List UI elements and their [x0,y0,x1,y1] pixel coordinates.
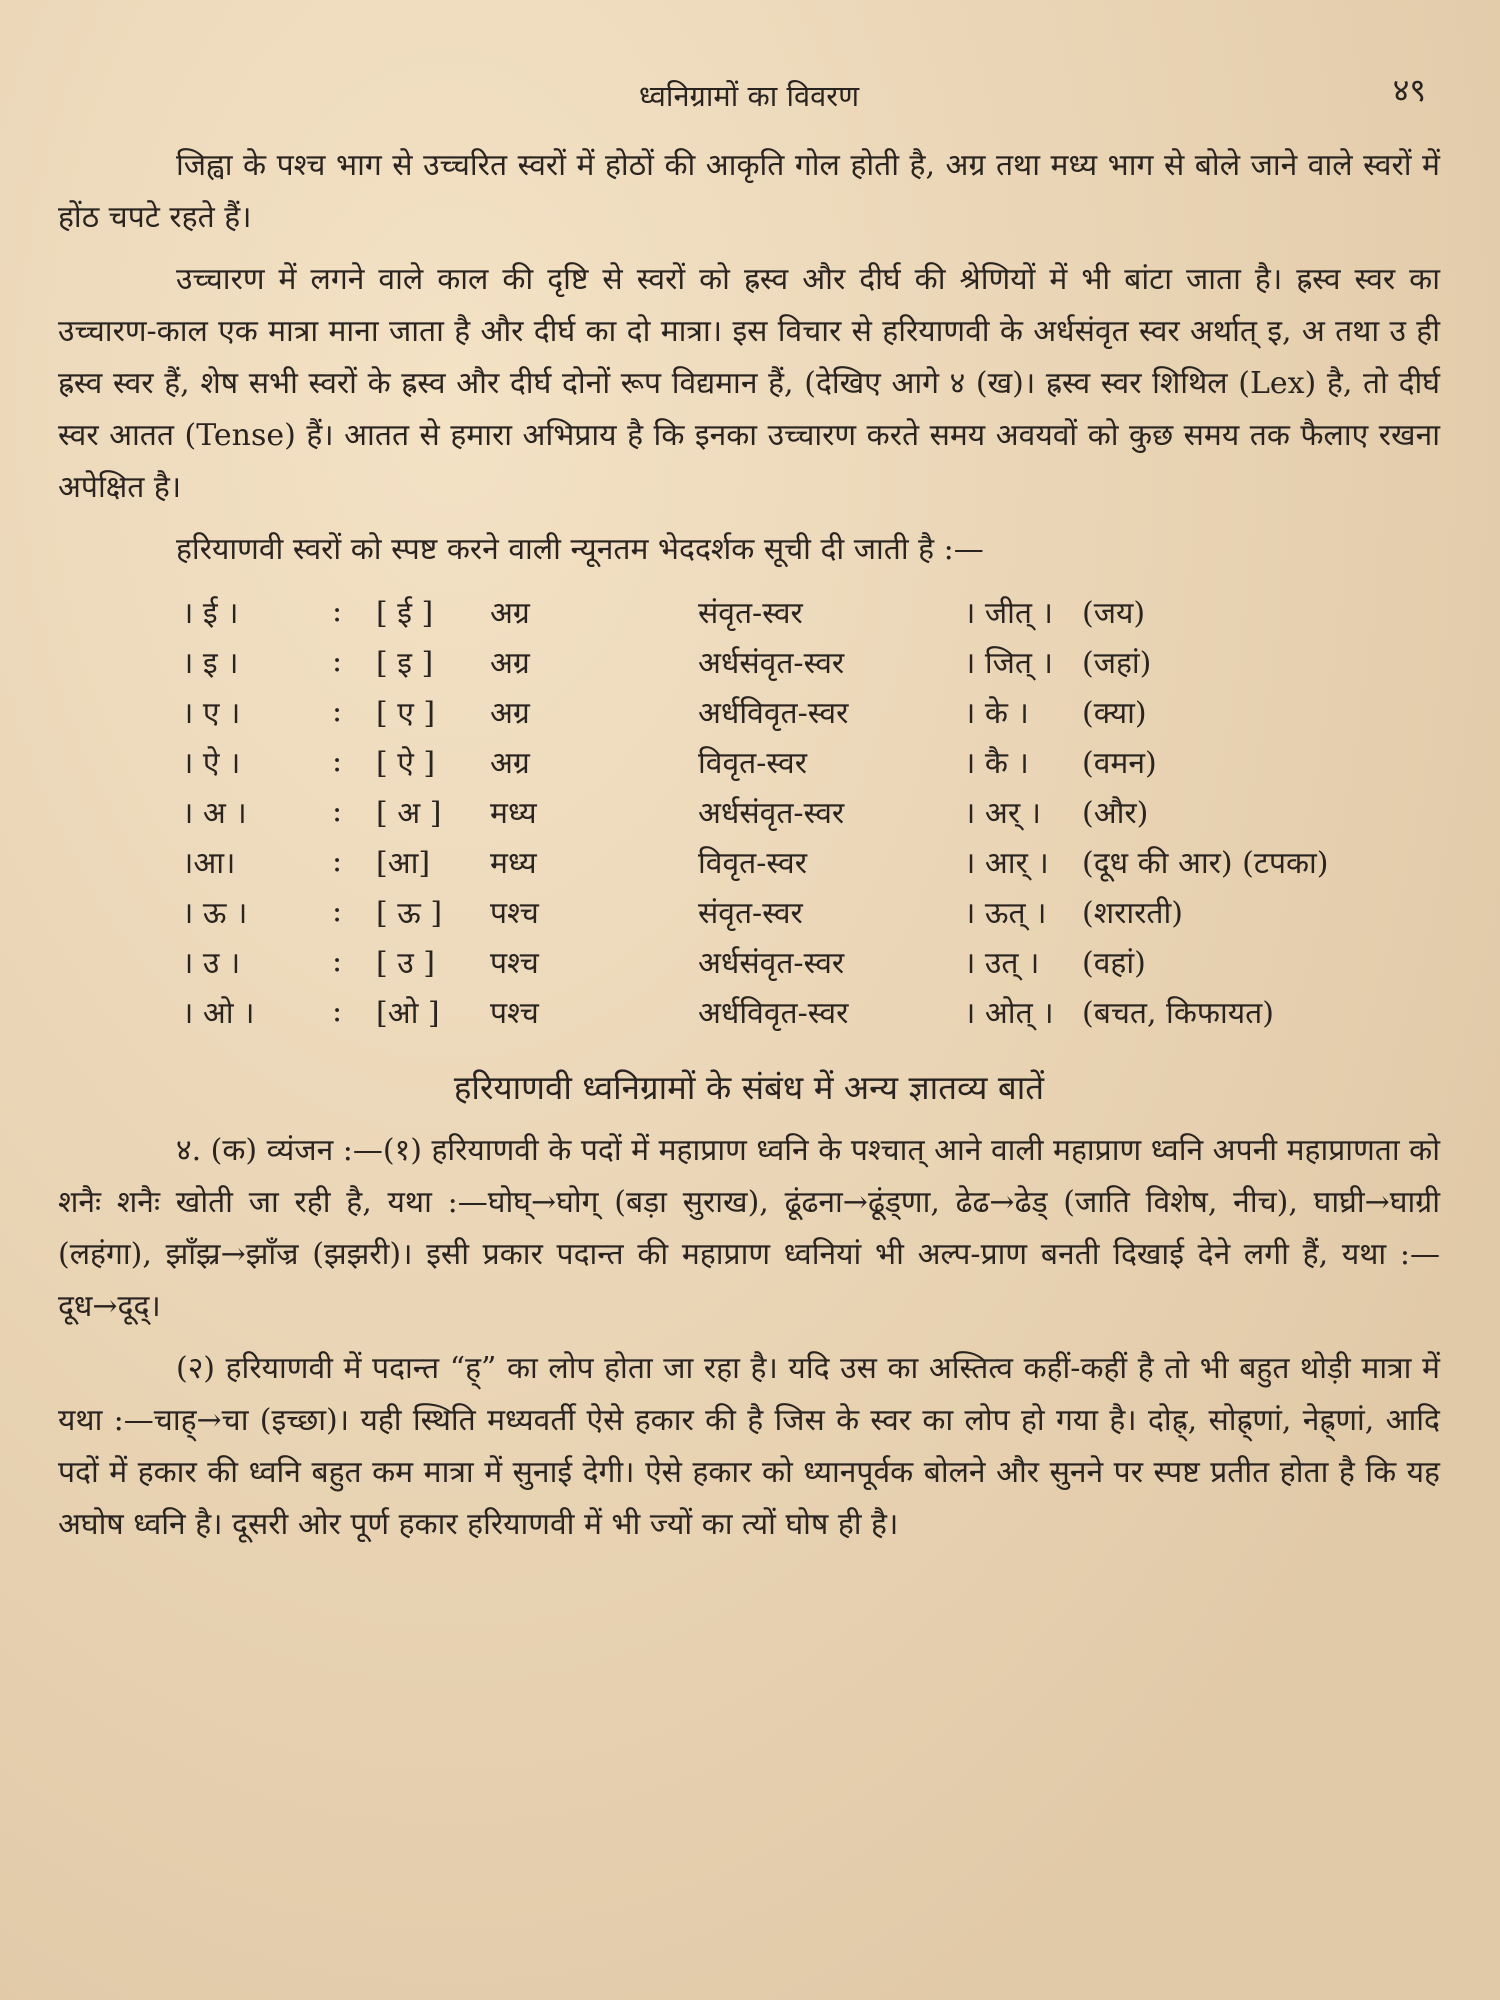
phoneme-cell: । ओ । [182,995,255,1031]
page-number: ४९ [1392,71,1426,109]
running-header [58,68,1440,130]
phoneme-cell: ।आ। [182,845,236,881]
phone-cell: [ ए ] [376,695,436,731]
phoneme-cell: । ऐ । [182,745,241,781]
phone-cell: [आ] [376,845,431,881]
colon-cell: : [332,843,343,879]
articulation-place-cell: पश्च [490,945,539,981]
phone-cell: [ इ ] [376,645,434,681]
phoneme-cell: । ए । [182,695,241,731]
vowel-table-row [182,736,1329,786]
meaning-cell: (और) [1082,795,1149,831]
phone-cell: [ओ ] [376,995,440,1031]
vowel-type-cell: विवृत-स्वर [698,745,807,781]
meaning-cell: (शरारती) [1082,895,1183,931]
vowel-table-row [182,586,1329,636]
example-word-cell: । आर् । [964,845,1049,881]
phone-cell: [ ई ] [376,595,434,631]
phoneme-cell: । ऊ । [182,895,248,931]
articulation-place-cell: अग्र [490,645,530,681]
meaning-cell: (वहां) [1082,945,1146,981]
paragraph-minimal-pairs-intro: हरियाणवी स्वरों को स्पष्ट करने वाली न्यूनतम भेददर्शक सूची दी जाती है :— [176,532,984,567]
paragraph-vowel-length: उच्चारण में लगने वाले काल की दृष्टि से स्वरों को ह्रस्व और दीर्घ की श्रेणियों में भी बांटा जाता है। ह्रस्व स्वर का उच्चारण-काल एक मात्रा माना जाता है और दीर्घ का दो मात्रा। इस विचार से हरियाणवी के अर्धसंवृत स्वर अर्थात् इ, अ तथा उ ही ह्रस्व स्वर हैं, शेष सभी स्वरों के ह्रस्व और दीर्घ दोनों रूप विद्यमान हैं, (देखिए आगे ४ (ख)। ह्रस्व स्वर शिथिल (Lex) है, तो दीर्घ स्वर आतत (Tense) हैं। आतत से हमारा अभिप्राय है कि इनका उच्चारण करते समय अवयवों को कुछ समय तक फैलाए रखना अपेक्षित है। [58,262,1440,505]
colon-cell: : [332,893,343,929]
paragraph-final-h-loss: (२) हरियाणवी में पदान्त “ह्” का लोप होता जा रहा है। यदि उस का अस्तित्व कहीं-कहीं है तो भी बहुत थोड़ी मात्रा में यथा :—चाह्→चा (इच्छा)। यही स्थिति मध्यवर्ती ऐसे हकार की है जिस के स्वर का लोप हो गया है। दोह्र्, सोह्र्णां, नेह्र्णां, आदि पदों में हकार की ध्वनि बहुत कम मात्रा में सुनाई देगी। ऐसे हकार को ध्यानपूर्वक बोलने और सुनने पर स्पष्ट प्रतीत होता है कि यह अघोष ध्वनि है। दूसरी ओर पूर्ण हकार हरियाणवी में भी ज्यों का त्यों घोष ही है। [58,1351,1440,1542]
example-word-cell: । ऊत् । [964,895,1047,931]
paragraph-lip-rounding: जिह्वा के पश्च भाग से उच्चरित स्वरों में होठों की आकृति गोल होती है, अग्र तथा मध्य भाग से बोले जाने वाले स्वरों में होंठ चपटे रहते हैं। [58,148,1440,235]
example-word-cell: । अर् । [964,795,1042,831]
vowel-minimal-pairs-table [182,586,1329,1036]
vowel-type-cell: संवृत-स्वर [698,895,803,931]
running-title: ध्वनिग्रामों का विवरण [638,79,860,113]
phone-cell: [ ऐ ] [376,745,436,781]
colon-cell: : [332,693,343,729]
meaning-cell: (क्या) [1082,695,1147,731]
vowel-type-cell: विवृत-स्वर [698,845,807,881]
vowel-type-cell: संवृत-स्वर [698,595,803,631]
vowel-table-row [182,786,1329,836]
book-page [58,68,1440,1561]
meaning-cell: (जय) [1082,595,1146,631]
colon-cell: : [332,943,343,979]
colon-cell: : [332,643,343,679]
articulation-place-cell: पश्च [490,995,539,1031]
colon-cell: : [332,743,343,779]
articulation-place-cell: मध्य [490,845,537,881]
example-word-cell: । जीत् । [964,595,1053,631]
articulation-place-cell: पश्च [490,895,539,931]
articulation-place-cell: अग्र [490,745,530,781]
vowel-type-cell: अर्धसंवृत-स्वर [698,795,845,831]
vowel-table-row [182,936,1329,986]
vowel-table-row [182,836,1329,886]
vowel-table-row [182,886,1329,936]
colon-cell: : [332,793,343,829]
vowel-type-cell: अर्धसंवृत-स्वर [698,645,845,681]
phoneme-cell: । इ । [182,645,239,681]
articulation-place-cell: अग्र [490,695,530,731]
vowel-type-cell: अर्धविवृत-स्वर [698,995,849,1031]
paragraph-consonants-aspiration: ४. (क) व्यंजन :—(१) हरियाणवी के पदों में महाप्राण ध्वनि के पश्चात् आने वाली महाप्राण ध्वनि अपनी महाप्राणता को शनैः शनैः खोती जा रही है, यथा :—घोघ्→घोग् (बड़ा सुराख), ढूंढना→ढूंड्णा, ढेढ→ढेड् (जाति विशेष, नीच), घाघ्री→घाग्री (लहंगा), झाँझ्र→झाँज्र (झझरी)। इसी प्रकार पदान्त की महाप्राण ध्वनियां भी अल्प-प्राण बनती दिखाई देने लगी हैं, यथा :—दूध→दूद्। [58,1133,1440,1324]
example-word-cell: । जित् । [964,645,1053,681]
vowel-type-cell: अर्धसंवृत-स्वर [698,945,845,981]
example-word-cell: । ओत् । [964,995,1054,1031]
colon-cell: : [332,993,343,1029]
example-word-cell: । उत् । [964,945,1040,981]
example-word-cell: । के । [964,695,1029,731]
colon-cell: : [332,593,343,629]
phone-cell: [ ऊ ] [376,895,443,931]
vowel-table-row [182,986,1329,1036]
meaning-cell: (बचत, किफायत) [1082,995,1274,1031]
meaning-cell: (वमन) [1082,745,1157,781]
meaning-cell: (दूध की आर) (टपका) [1082,845,1329,881]
phone-cell: [ अ ] [376,795,442,831]
articulation-place-cell: मध्य [490,795,537,831]
articulation-place-cell: अग्र [490,595,530,631]
phoneme-cell: । ई । [182,595,239,631]
phoneme-cell: । अ । [182,795,247,831]
phone-cell: [ उ ] [376,945,435,981]
vowel-table-row [182,686,1329,736]
phoneme-cell: । उ । [182,945,241,981]
meaning-cell: (जहां) [1082,645,1152,681]
example-word-cell: । कै । [964,745,1029,781]
vowel-type-cell: अर्धविवृत-स्वर [698,695,849,731]
section-heading: हरियाणवी ध्वनिग्रामों के संबंध में अन्य ज्ञातव्य बातें [453,1068,1045,1107]
vowel-table-row [182,636,1329,686]
